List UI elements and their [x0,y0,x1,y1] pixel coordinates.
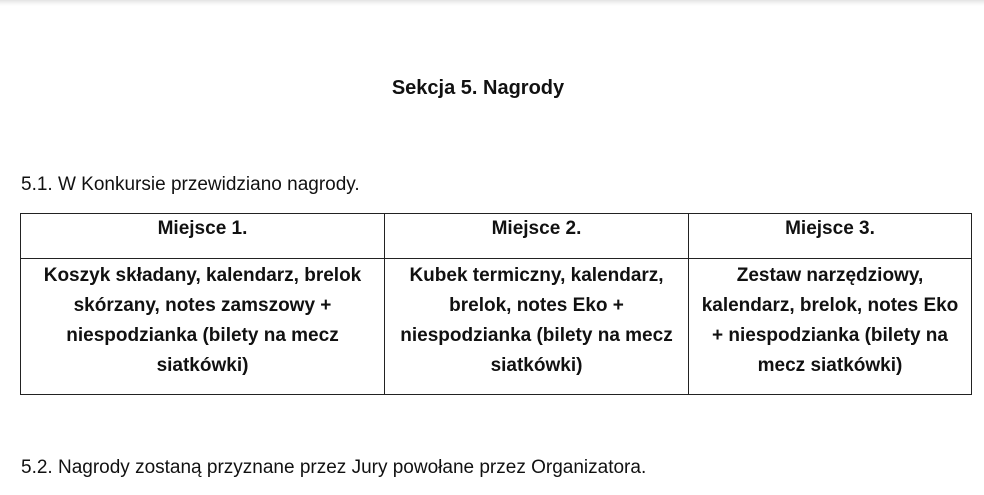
prize-table-header-row [21,214,972,259]
header-place-2: Miejsce 2. [385,214,689,259]
top-edge-shadow [0,0,984,6]
paragraph-5-1: 5.1. W Konkursie przewidziano nagrody. [21,174,360,195]
prize-place-2: Kubek termiczny, kalendarz, brelok, notes Eko + niespodzianka (bilety na mecz siatkówki) [385,259,689,395]
prize-place-1: Koszyk składany, kalendarz, brelok skórzany, notes zamszowy + niespodzianka (bilety na mecz siatkówki) [21,259,385,395]
header-place-1: Miejsce 1. [21,214,385,259]
paragraph-5-2: 5.2. Nagrody zostaną przyznane przez Jury powołane przez Organizatora. [21,457,647,478]
prize-table [20,213,972,395]
section-heading-text: Sekcja 5. Nagrody [391,77,565,99]
section-heading [0,74,954,102]
prize-place-3: Zestaw narzędziowy, kalendarz, brelok, notes Eko + niespodzianka (bilety na mecz siatkówki) [689,259,972,395]
header-place-3: Miejsce 3. [689,214,972,259]
prize-table-row [21,259,972,395]
